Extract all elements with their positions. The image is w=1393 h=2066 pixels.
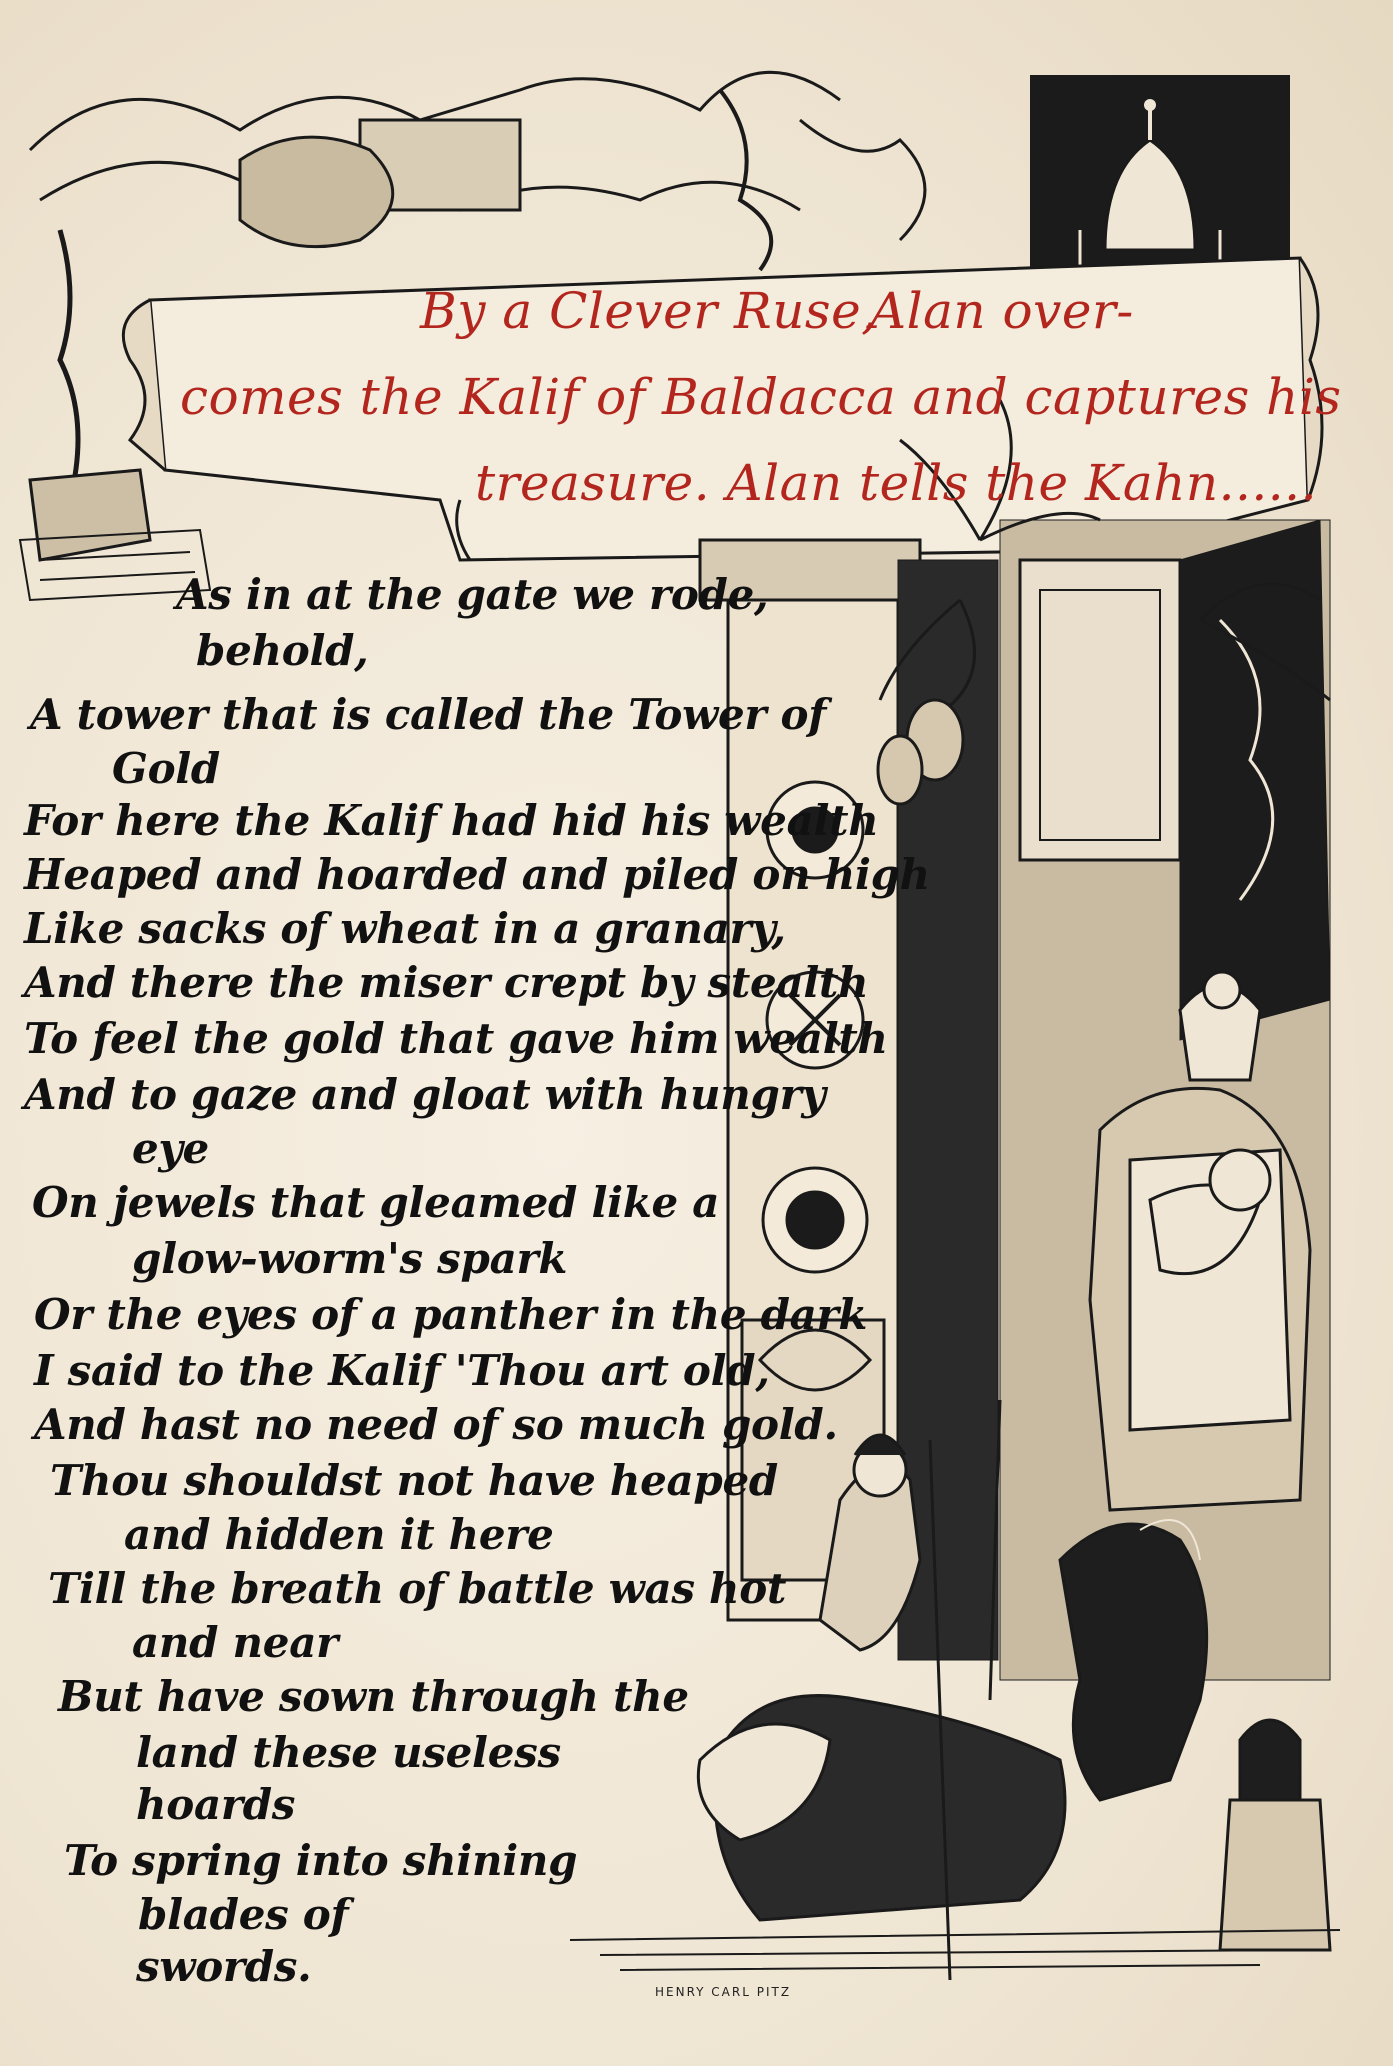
verse-line: blades of: [138, 1890, 349, 1939]
verse-line: swords.: [136, 1942, 312, 1991]
verse-line: To feel the gold that gave him wealth: [24, 1014, 888, 1063]
verse-line: And there the miser crept by stealth: [24, 958, 869, 1007]
verse-line: Like sacks of wheat in a granary,: [24, 904, 786, 953]
verse-line: As in at the gate we rode,: [176, 570, 769, 619]
verse-line: And to gaze and gloat with hungry: [24, 1070, 826, 1119]
verse-line: and near: [132, 1618, 338, 1667]
verse-line: But have sown through the: [58, 1672, 689, 1721]
verse-line: To spring into shining: [64, 1836, 578, 1885]
verse-line: Or the eyes of a panther in the dark: [34, 1290, 868, 1339]
banner-line-1b: Alan over-: [870, 282, 1134, 340]
banner-line-1a: By a Clever Ruse,: [420, 282, 878, 340]
helmeted-soldier: [1220, 1720, 1330, 1950]
verse-line: behold,: [196, 626, 369, 675]
verse-line: glow-worm's spark: [132, 1234, 568, 1283]
verse-line: For here the Kalif had hid his wealth: [24, 796, 879, 845]
banner-line-3: treasure. Alan tells the Kahn......: [475, 454, 1317, 512]
title-banner: [150, 268, 1342, 538]
dome-archway: [1030, 75, 1290, 270]
verse-line: I said to the Kalif 'Thou art old,: [34, 1346, 770, 1395]
verse-line: hoards: [136, 1780, 296, 1829]
verse-line: Heaped and hoarded and piled on high: [24, 850, 930, 899]
verse-line: Thou shouldst not have heaped: [50, 1456, 778, 1505]
banner-line-2: comes the Kalif of Baldacca and captures his: [180, 368, 1342, 426]
verse-line: A tower that is called the Tower of: [30, 690, 826, 739]
verse-line: land these useless: [136, 1728, 561, 1777]
verse-line: eye: [132, 1124, 209, 1173]
artist-signature: HENRY CARL PITZ: [655, 1985, 792, 1999]
verse-line: and hidden it here: [124, 1510, 554, 1559]
verse-line: On jewels that gleamed like a: [32, 1178, 720, 1227]
verse-line: Till the breath of battle was hot: [48, 1564, 787, 1613]
verse-line: And hast no need of so much gold.: [34, 1400, 838, 1449]
verse-line: Gold: [112, 744, 221, 793]
